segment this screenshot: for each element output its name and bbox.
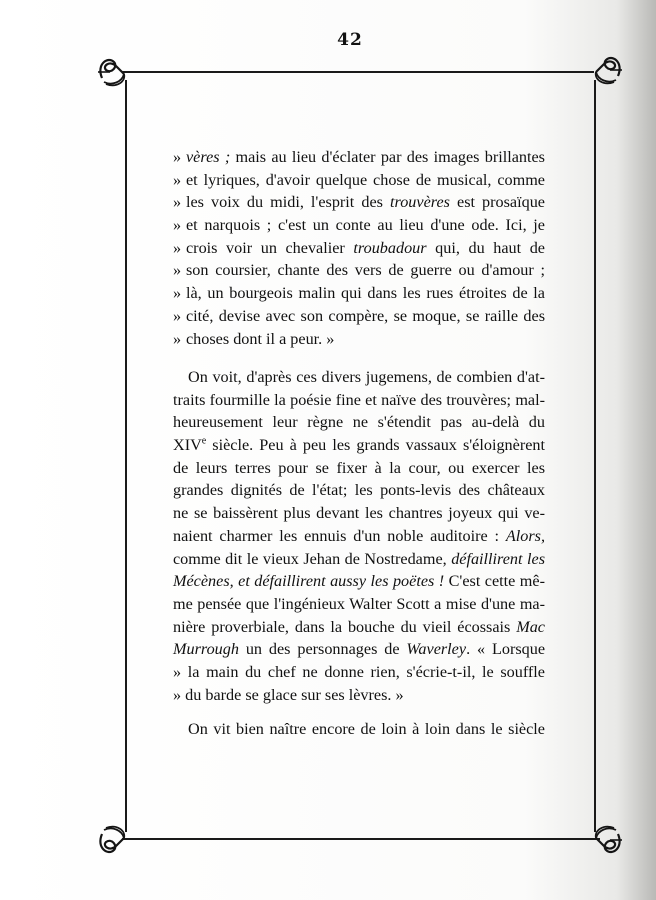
text-run: ne se baissèrent plus devant les chantres joyeux qui ve-	[173, 504, 545, 523]
text-line	[173, 548, 545, 571]
text-run: un des personnages de	[238, 640, 407, 659]
italic-text: Waverley	[406, 640, 467, 659]
text-run: » du barde se glace sur ses lèvres. »	[173, 685, 404, 704]
quote-line-text	[186, 237, 545, 260]
quote-line	[173, 169, 545, 192]
quote-line-text	[186, 169, 545, 192]
text-run: son coursier, chante des vers de guerre ou d'amour ;	[186, 261, 545, 280]
text-run: . « Lorsque	[466, 640, 546, 659]
guillemet-mark: »	[173, 261, 182, 280]
quote-line-text	[186, 146, 545, 169]
corner-ornament-bottom-right-icon	[590, 822, 626, 860]
text-line	[173, 638, 545, 661]
guillemet-mark: »	[173, 329, 182, 348]
frame-right-border	[594, 80, 596, 832]
quotation-block	[173, 146, 545, 350]
text-run: XIV	[173, 436, 202, 455]
text-run: crois voir un chevalier	[186, 238, 354, 257]
quote-line-text	[186, 191, 545, 214]
text-run: les voix du midi, l'esprit des	[186, 193, 391, 212]
guillemet-mark: »	[173, 216, 182, 235]
frame-bottom-border	[122, 838, 600, 840]
text-line	[173, 525, 545, 548]
quote-line	[173, 237, 545, 260]
quote-line-text	[186, 214, 545, 237]
text-line	[173, 434, 545, 457]
quote-line	[173, 305, 545, 328]
guillemet-mark: »	[173, 148, 182, 166]
text-run: me pensée que l'ingénieux Walter Scott a mise d'une ma-	[173, 594, 545, 613]
text-line	[173, 457, 545, 480]
text-line	[173, 661, 545, 684]
text-run: heureusement leur règne ne s'étendit pas au-delà du	[173, 413, 545, 432]
italic-text: Mécènes, et défaillirent aussy les poëtes !	[173, 572, 445, 591]
text-run: cité, devise avec son compère, se moque, se raille des	[186, 306, 545, 325]
superscript-text: e	[201, 435, 207, 447]
guillemet-mark: »	[173, 284, 182, 303]
quote-line-text	[186, 305, 545, 328]
body-paragraph	[173, 366, 545, 706]
text-run: C'est cette mê-	[444, 572, 545, 591]
text-line	[173, 570, 545, 593]
text-run: là, un bourgeois malin qui dans les rues étroites de la	[186, 284, 545, 303]
italic-text: Alors,	[505, 526, 545, 545]
quote-line-text	[186, 259, 545, 282]
text-run: traits fourmille la poésie fine et naïve des trouvères; mal-	[173, 390, 545, 409]
corner-ornament-bottom-left-icon	[94, 822, 130, 860]
text-line	[173, 616, 545, 639]
guillemet-mark: »	[173, 193, 182, 212]
text-run: » la main du chef ne donne rien, s'écrie-t-il, le souffle	[173, 662, 545, 681]
text-line	[173, 684, 545, 707]
body-paragraph-continued	[173, 718, 545, 741]
quote-line	[173, 191, 545, 214]
page-number: 42	[337, 30, 363, 50]
text-run: est prosaïque	[449, 193, 545, 212]
quote-line	[173, 282, 545, 305]
text-run: choses dont il a peur. »	[186, 329, 335, 348]
italic-text: troubadour	[353, 238, 427, 257]
italic-text: trouvères	[390, 193, 450, 212]
italic-text: Mac	[516, 617, 545, 636]
corner-ornament-top-right-icon	[590, 50, 626, 88]
quote-line	[173, 214, 545, 237]
text-line	[173, 389, 545, 412]
text-run: qui, du haut de	[426, 238, 545, 257]
frame-top-border	[122, 71, 594, 73]
text-run: naient charmer les ennuis d'un noble auditoire :	[173, 526, 506, 545]
guillemet-mark: »	[173, 238, 182, 257]
text-run: et lyriques, d'avoir quelque chose de musical, comme	[186, 170, 545, 189]
quote-line-text	[186, 328, 545, 351]
text-line	[173, 593, 545, 616]
text-line	[173, 479, 545, 502]
guillemet-mark: »	[173, 170, 182, 189]
quote-line	[173, 146, 545, 169]
frame-left-border	[125, 80, 127, 832]
text-line	[173, 502, 545, 525]
italic-text: défaillirent les	[451, 549, 545, 568]
text-run: On vit bien naître encore de loin à loin dans le siècle	[188, 720, 545, 738]
text-run: siècle. Peu à peu les grands vassaux s'éloignèrent	[206, 436, 545, 455]
text-run: de leurs terres pour se fixer à la cour, ou exercer les	[173, 458, 545, 477]
text-run: nière proverbiale, dans la bouche du vieil écossais	[173, 617, 517, 636]
text-run: grandes dignités de l'état; les ponts-levis des châteaux	[173, 481, 545, 500]
italic-text: vères ;	[186, 148, 231, 166]
quote-line-text	[186, 282, 545, 305]
text-run: comme dit le vieux Jehan de Nostredame,	[173, 549, 452, 568]
text-line	[173, 411, 545, 434]
italic-text: Murrough	[173, 640, 239, 659]
quote-line	[173, 328, 545, 351]
text-run: On voit, d'après ces divers jugemens, de combien d'at-	[188, 368, 545, 386]
text-run: et narquois ; c'est un conte au lieu d'une ode. Ici, je	[186, 216, 545, 235]
text-run: mais au lieu d'éclater par des images brillantes	[230, 148, 545, 166]
text-line	[173, 366, 545, 389]
guillemet-mark: »	[173, 306, 182, 325]
quote-line	[173, 259, 545, 282]
text-line	[173, 718, 545, 741]
corner-ornament-top-left-icon	[94, 52, 130, 90]
